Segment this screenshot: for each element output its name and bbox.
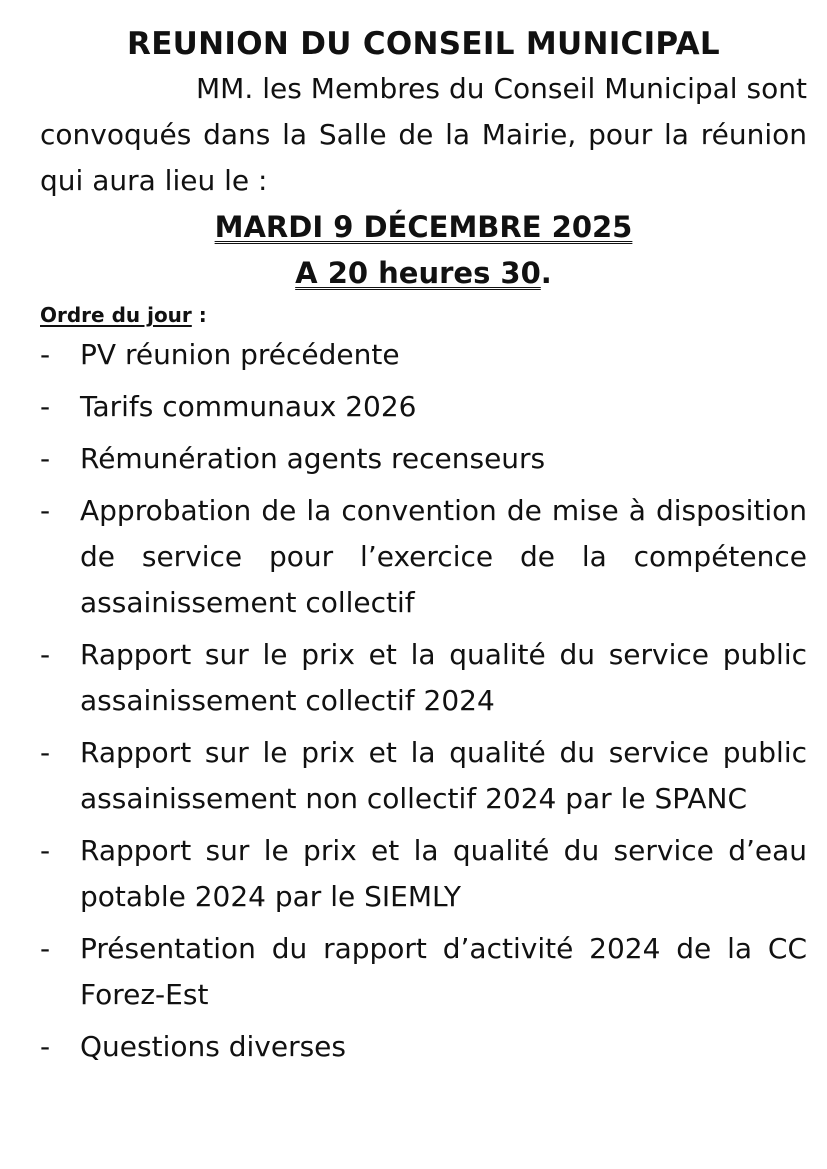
agenda-item-text: Approbation de la convention de mise à disposition de service pour l’exercice de la compétence assainissement collectif bbox=[80, 494, 807, 619]
document-page bbox=[40, 22, 807, 1076]
bullet-dash: - bbox=[40, 638, 51, 671]
bullet-dash: - bbox=[40, 1030, 51, 1063]
bullet-dash: - bbox=[40, 736, 51, 769]
page-title: REUNION DU CONSEIL MUNICIPAL bbox=[127, 26, 720, 62]
agenda-item bbox=[40, 384, 807, 430]
agenda-item bbox=[40, 828, 807, 920]
bullet-dash: - bbox=[40, 390, 51, 423]
bullet-dash: - bbox=[40, 338, 51, 371]
agenda-item-text: Rémunération agents recenseurs bbox=[80, 442, 546, 475]
agenda-item-text: PV réunion précédente bbox=[80, 338, 400, 371]
agenda-heading-suffix: : bbox=[191, 303, 207, 327]
meeting-date: MARDI 9 DÉCEMBRE 2025 bbox=[214, 210, 633, 244]
agenda-item-text: Rapport sur le prix et la qualité du service public assainissement collectif 2024 bbox=[80, 638, 807, 717]
agenda-list bbox=[40, 332, 807, 1070]
meeting-date-line bbox=[40, 204, 807, 250]
intro-paragraph bbox=[40, 66, 807, 204]
agenda-item bbox=[40, 632, 807, 724]
agenda-item-text: Présentation du rapport d’activité 2024 de la CC Forez-Est bbox=[80, 932, 807, 1011]
agenda-item bbox=[40, 730, 807, 822]
bullet-dash: - bbox=[40, 442, 51, 475]
intro-text: MM. les Membres du Conseil Municipal sont convoqués dans la Salle de la Mairie, pour la réunion qui aura lieu le : bbox=[40, 72, 807, 197]
agenda-item-text: Rapport sur le prix et la qualité du service d’eau potable 2024 par le SIEMLY bbox=[80, 834, 807, 913]
agenda-item bbox=[40, 1024, 807, 1070]
agenda-item-text: Rapport sur le prix et la qualité du service public assainissement non collectif 2024 par le SPANC bbox=[80, 736, 807, 815]
agenda-item bbox=[40, 436, 807, 482]
meeting-time-suffix: . bbox=[540, 256, 552, 290]
agenda-item-text: Tarifs communaux 2026 bbox=[80, 390, 417, 423]
meeting-time: A 20 heures 30 bbox=[295, 256, 541, 290]
bullet-dash: - bbox=[40, 494, 51, 527]
bullet-dash: - bbox=[40, 932, 51, 965]
agenda-heading-line bbox=[40, 302, 807, 328]
bullet-dash: - bbox=[40, 834, 51, 867]
meeting-time-line bbox=[40, 250, 807, 296]
agenda-heading: Ordre du jour bbox=[40, 303, 192, 327]
agenda-item bbox=[40, 488, 807, 626]
agenda-item bbox=[40, 332, 807, 378]
agenda-item bbox=[40, 926, 807, 1018]
agenda-item-text: Questions diverses bbox=[80, 1030, 346, 1063]
